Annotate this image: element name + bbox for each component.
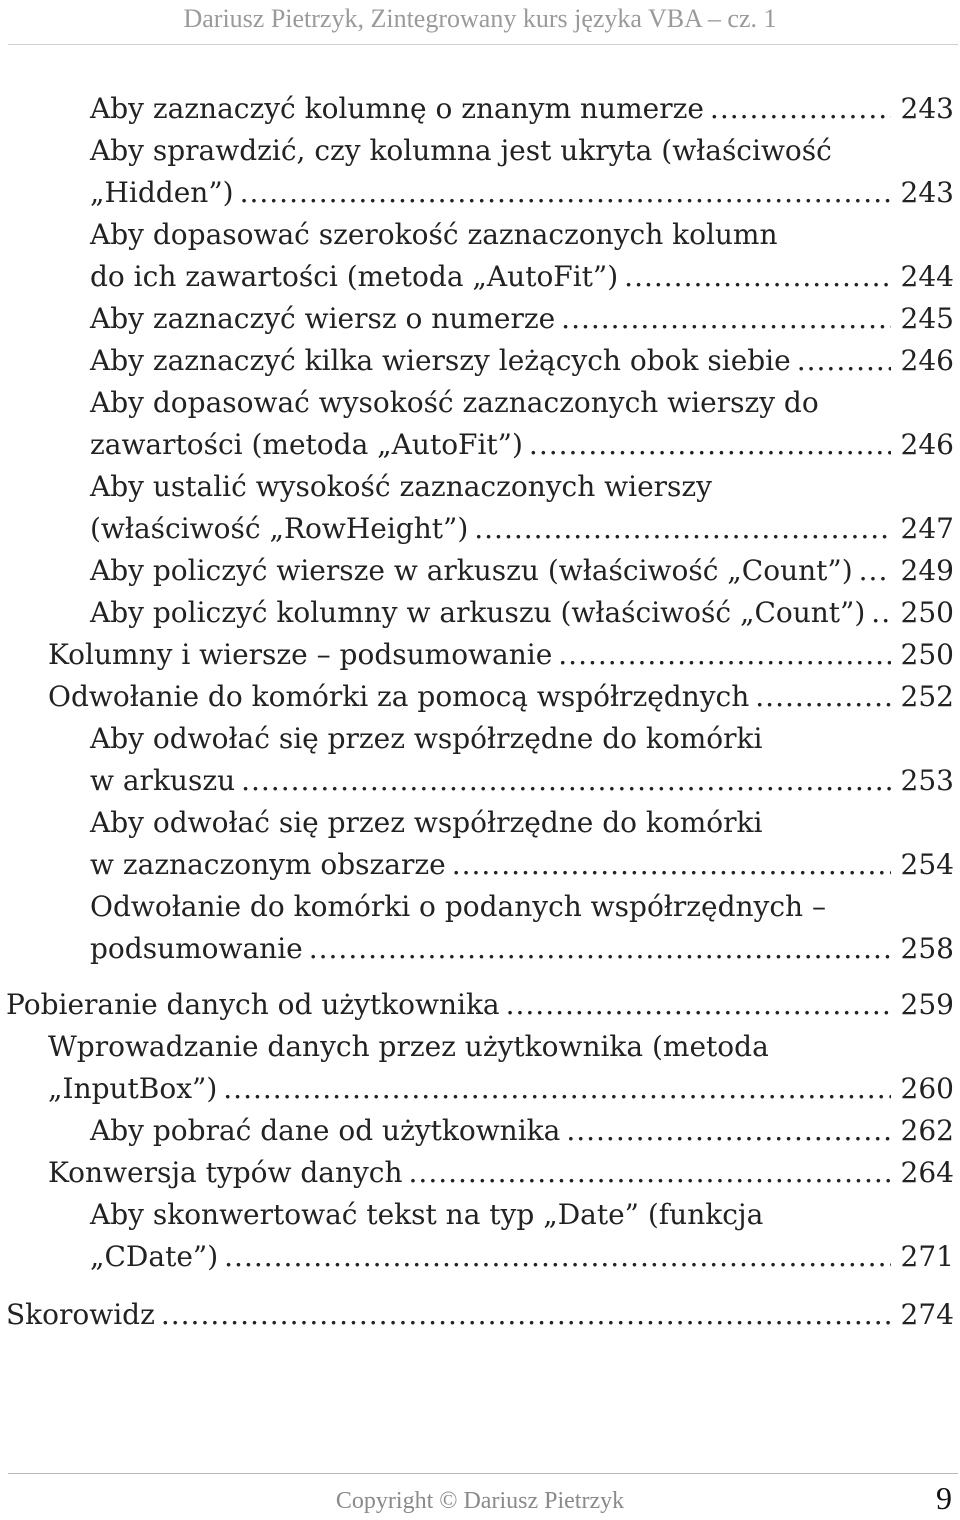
toc-page-number: 260 [900,1072,954,1105]
toc-entry[interactable] [48,634,954,676]
toc-entry-text: „Hidden”) [90,176,234,209]
toc-entry-text: Skorowidz [6,1298,155,1331]
dot-leader [710,88,891,130]
toc-page-number: 243 [900,92,954,125]
toc-entry[interactable] [90,760,954,802]
dot-leader [506,984,891,1026]
dot-leader [224,1236,890,1278]
page-number: 9 [936,1480,952,1516]
toc-entry[interactable] [90,928,954,970]
toc-page-number: 258 [900,932,954,965]
toc-page-number: 274 [900,1298,954,1331]
dot-leader [529,424,891,466]
dot-leader [561,298,890,340]
toc-entry-text: Aby odwołać się przez współrzędne do komórki [90,722,763,755]
toc-entry[interactable] [90,508,954,550]
dot-leader [161,1294,891,1336]
toc-entry-text: Konwersja typów danych [48,1156,403,1189]
toc-entry[interactable] [90,844,954,886]
dot-leader [755,676,890,718]
dot-leader [859,550,891,592]
toc-entry-text: Aby odwołać się przez współrzędne do komórki [90,806,763,839]
toc-page-number: 247 [900,512,954,545]
toc-entry[interactable] [90,550,954,592]
toc-entry-text: Odwołanie do komórki za pomocą współrzędnych [48,680,750,713]
toc-page-number: 249 [900,554,954,587]
toc-entry[interactable] [6,1294,954,1336]
toc-entry[interactable] [90,424,954,466]
toc-page-number: 262 [900,1114,954,1147]
dot-leader [309,928,891,970]
dot-leader [797,340,891,382]
toc-entry-text: zawartości (metoda „AutoFit”) [90,428,523,461]
dot-leader [223,1068,890,1110]
toc-page-number: 246 [900,428,954,461]
toc-entry-text: Pobieranie danych od użytkownika [6,988,500,1021]
toc-page-number: 259 [900,988,954,1021]
toc-entry-text: Aby zaznaczyć kilka wierszy leżących obok siebie [90,344,791,377]
toc-entry[interactable] [90,298,954,340]
dot-leader [452,844,891,886]
dot-leader [558,634,890,676]
dot-leader [871,592,890,634]
toc-entry[interactable] [90,88,954,130]
toc-page-number: 271 [900,1240,954,1273]
toc-entry-text: Aby pobrać dane od użytkownika [90,1114,561,1147]
toc-page-number: 264 [900,1156,954,1189]
toc-entry[interactable] [90,340,954,382]
running-header: Dariusz Pietrzyk, Zintegrowany kurs języka VBA – cz. 1 [183,4,777,33]
toc-entry[interactable] [90,1236,954,1278]
toc-page-number: 243 [900,176,954,209]
toc-entry-text: Aby zaznaczyć wiersz o numerze [90,302,556,335]
toc-page-number: 253 [900,764,954,797]
toc-entry-text: Aby dopasować wysokość zaznaczonych wierszy do [90,386,819,419]
toc-entry-text: Aby policzyć wiersze w arkuszu (właściwość „Count”) [90,554,853,587]
toc-entry-text: Aby dopasować szerokość zaznaczonych kolumn [90,218,778,251]
dot-leader [624,256,890,298]
toc-entry[interactable] [48,1068,954,1110]
toc-entry-text: w zaznaczonym obszarze [90,848,446,881]
toc-entry-text: Aby zaznaczyć kolumnę o znanym numerze [90,92,704,125]
toc-entry-text: Wprowadzanie danych przez użytkownika (metoda [48,1030,769,1063]
toc-entry-text: „InputBox”) [48,1072,218,1105]
toc-entry-text: Aby skonwertować tekst na typ „Date” (funkcja [90,1198,764,1231]
toc-page-number: 246 [900,344,954,377]
toc-entry-text: podsumowanie [90,932,303,965]
toc-entry[interactable] [6,984,954,1026]
toc-entry-text: w arkuszu [90,764,236,797]
toc-page-number: 254 [900,848,954,881]
toc-entry[interactable] [90,256,954,298]
toc-page-number: 252 [900,680,954,713]
toc-page-number: 250 [900,596,954,629]
dot-leader [566,1110,890,1152]
toc-entry-text: Aby policzyć kolumny w arkuszu (właściwość „Count”) [90,596,866,629]
toc-entry-text: do ich zawartości (metoda „AutoFit”) [90,260,619,293]
toc-entry-text: „CDate”) [90,1240,219,1273]
toc-page-number: 245 [900,302,954,335]
dot-leader [241,760,890,802]
toc-entry-text: Kolumny i wiersze – podsumowanie [48,638,553,671]
toc-entry-text: Aby ustalić wysokość zaznaczonych wierszy [90,470,712,503]
toc-entry[interactable] [48,676,954,718]
dot-leader [240,172,891,214]
toc-page-number: 244 [900,260,954,293]
toc-page-number: 250 [900,638,954,671]
dot-leader [474,508,890,550]
toc-entry-text: Aby sprawdzić, czy kolumna jest ukryta (właściwość [90,134,832,167]
dot-leader [409,1152,891,1194]
footer-copyright: Copyright © Dariusz Pietrzyk [335,1488,625,1514]
toc-entry[interactable] [90,592,954,634]
toc-entry[interactable] [90,172,954,214]
toc-entry[interactable] [48,1152,954,1194]
toc-entry-text: (właściwość „RowHeight”) [90,512,469,545]
toc-entry[interactable] [90,1110,954,1152]
toc-entry-text: Odwołanie do komórki o podanych współrzędnych – [90,890,826,923]
footer-divider [8,1473,958,1474]
